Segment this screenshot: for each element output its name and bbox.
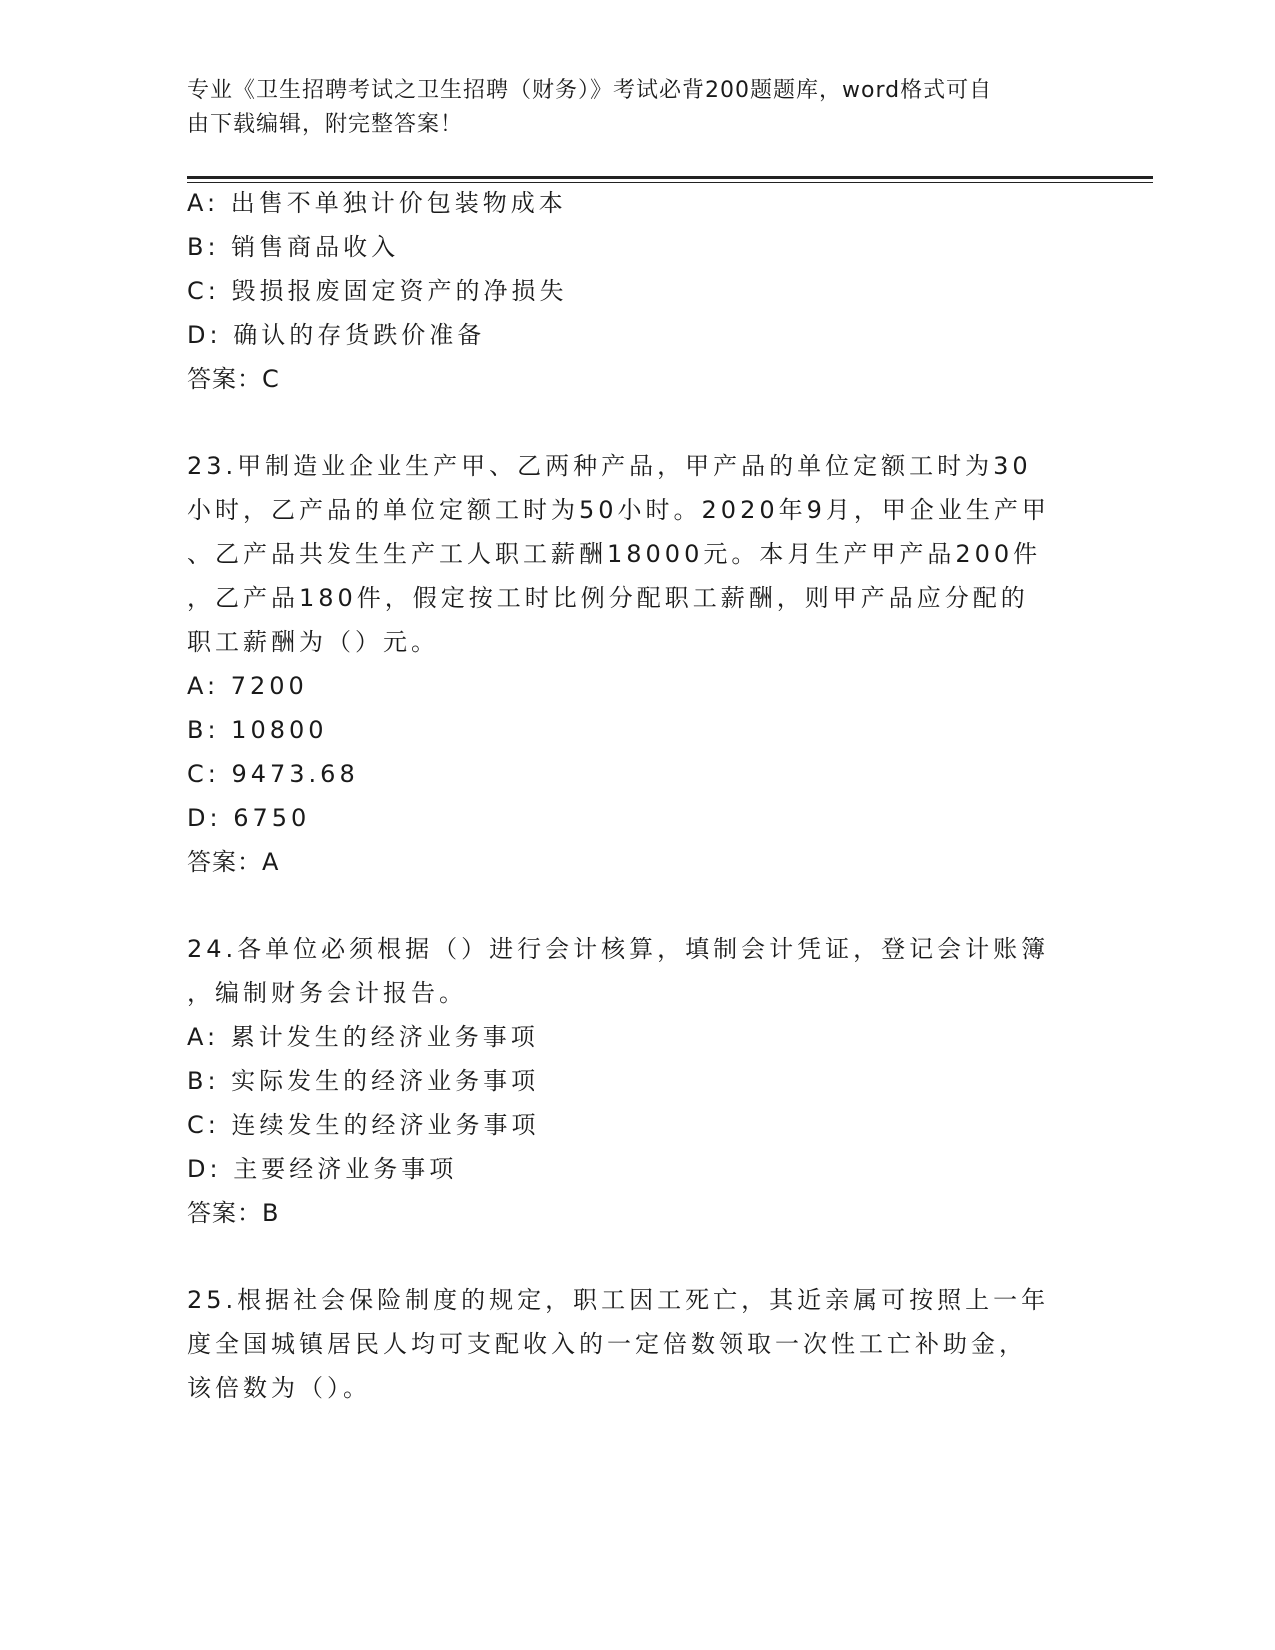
q22-option-b: B: 销售商品收入 [187,233,400,261]
q23-option-d: D: 6750 [187,804,311,832]
q23-option-c: C: 9473.68 [187,760,359,788]
header-line-1: 专业《卫生招聘考试之卫生招聘（财务）》考试必背200题题库，word格式可自 [187,78,993,103]
q23-stem-line-2: 小时，乙产品的单位定额工时为50小时。2020年9月，甲企业生产甲 [187,496,1050,524]
q23-option-b: B: 10800 [187,716,328,744]
q25-stem-line-1: 25.根据社会保险制度的规定，职工因工死亡，其近亲属可按照上一年 [187,1286,1050,1314]
q23-stem-line-1: 23.甲制造业企业生产甲、乙两种产品，甲产品的单位定额工时为30 [187,452,1032,480]
q24-option-b: B: 实际发生的经济业务事项 [187,1067,540,1095]
q24-option-a: A: 累计发生的经济业务事项 [187,1023,539,1051]
q22-option-c: C: 毁损报废固定资产的净损失 [187,277,568,305]
q25-stem-line-2: 度全国城镇居民人均可支配收入的一定倍数领取一次性工亡补助金， [187,1330,1027,1358]
header-rule-thick [187,176,1153,179]
q24-answer: 答案：B [187,1199,280,1227]
header-line-2: 由下载编辑，附完整答案！ [187,112,464,137]
q24-option-c: C: 连续发生的经济业务事项 [187,1111,540,1139]
q24-stem-line-2: ，编制财务会计报告。 [187,979,467,1007]
q22-answer: 答案：C [187,365,280,393]
q23-answer: 答案：A [187,848,280,876]
document-header [187,74,1067,142]
q22-option-a: A: 出售不单独计价包装物成本 [187,189,567,217]
q24-stem-line-1: 24.各单位必须根据（）进行会计核算，填制会计凭证，登记会计账簿 [187,935,1050,963]
q23-stem-line-3: 、乙产品共发生生产工人职工薪酬18000元。本月生产甲产品200件 [187,540,1042,568]
q23-stem-line-4: ，乙产品180件，假定按工时比例分配职工薪酬，则甲产品应分配的 [187,584,1029,612]
q25-stem-line-3: 该倍数为（）。 [187,1374,371,1402]
q24-option-d: D: 主要经济业务事项 [187,1155,458,1183]
q23-stem-line-5: 职工薪酬为（）元。 [187,628,439,656]
q22-option-d: D: 确认的存货跌价准备 [187,321,486,349]
q23-option-a: A: 7200 [187,672,308,700]
